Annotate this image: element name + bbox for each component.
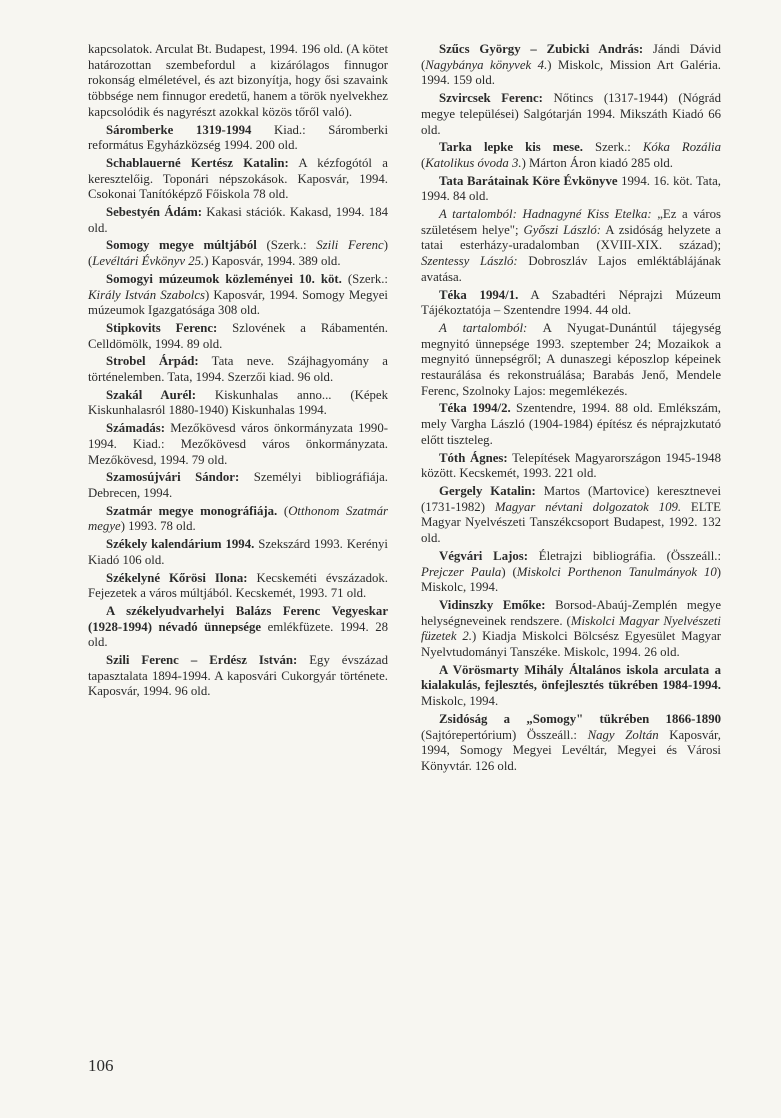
- entry-text: (: [277, 503, 289, 518]
- entry-text: Kakasi stációk. Kakasd, 1994. 184 old.: [88, 205, 388, 235]
- entry-italic-text: Otthonom Szatmár megye: [88, 503, 388, 534]
- entry-title: Szakál Aurél:: [106, 387, 196, 402]
- entry-italic-text: Szili Ferenc: [316, 238, 384, 253]
- bibliography-entry: [421, 451, 721, 482]
- entry-italic-text: A tartalomból: Hadnagyné Kiss Etelka:: [439, 207, 652, 222]
- bibliography-entry: [421, 549, 721, 596]
- entry-italic-text: Miskolci Porthenon Tanulmányok 10: [516, 564, 717, 579]
- entry-title: Strobel Árpád:: [106, 354, 199, 369]
- entry-text: ) Márton Áron kiadó 285 old.: [521, 155, 674, 170]
- entry-text: Életrajzi bibliográfia. (Összeáll.:: [528, 548, 722, 563]
- entry-text: ELTE Magyar Nyelvészeti Tanszékcsoport Budapest, 1992. 132 old.: [421, 499, 721, 546]
- bibliography-entry: [421, 401, 721, 448]
- entry-italic-text: Levéltári Évkönyv 25.: [92, 254, 205, 269]
- entry-italic-text: Kóka Rozália: [642, 140, 721, 155]
- entry-text: „Ez a város születésem helye";: [421, 207, 721, 237]
- bibliography-entry: [421, 663, 721, 710]
- entry-title: A székelyudvarhelyi Balázs Ferenc Vegyeskar (1928-1994) névadó ünnepsége: [88, 603, 388, 634]
- entry-text: Szekszárd 1993. Kerényi Kiadó 106 old.: [88, 537, 388, 567]
- entry-text: Martos (Martovice) keresztnevei (1731-1982): [421, 483, 721, 514]
- entry-text: A Nyugat-Dunántúl tájegység megnyitó ünnepsége 1993. szeptember 24; Mozaikok a megnyitó ünnepségről; A dunaszegi képoszlop képeinek restaurálása és rekonstruálása; Barabás Jenő, Mendele Ferenc, Szolnoky Lajos: megemlékezés.: [421, 320, 722, 398]
- entry-italic-text: Katolikus óvoda 3.: [425, 155, 522, 170]
- entry-italic-text: Magyar névtani dolgozatok 109.: [494, 499, 682, 514]
- entry-italic-text: Miskolci Magyar Nyelvészeti füzetek 2.: [421, 613, 721, 644]
- entry-text: Miskolc, 1994.: [421, 694, 499, 709]
- entry-text: ) (: [501, 564, 517, 579]
- entry-text: Személyi bibliográfiája. Debrecen, 1994.: [88, 470, 389, 500]
- entry-title: Szamosújvári Sándor:: [106, 470, 240, 485]
- entry-text: (Szerk.:: [256, 238, 317, 253]
- entry-text: A zsidóság helyzete a tatai esterházy-uradalomban (XVIII-XIX. század);: [421, 222, 721, 253]
- entry-text: Tata neve. Szájhagyomány a történelemben. Tata, 1994. Szerzői kiad. 96 old.: [88, 354, 388, 385]
- entry-title: Stipkovits Ferenc:: [106, 320, 218, 335]
- entry-title: Téka 1994/1.: [439, 287, 519, 302]
- entry-text: Kiad.: Sáromberki református Egyházközség 1994. 200 old.: [88, 122, 388, 153]
- entry-text: 1994. 16. köt. Tata, 1994. 84 old.: [421, 173, 721, 204]
- bibliography-entry: [88, 272, 388, 319]
- left-column: [88, 42, 388, 702]
- entry-italic-text: Győszi László:: [523, 222, 601, 237]
- entry-title: Gergely Katalin:: [439, 483, 536, 498]
- bibliography-entry: [421, 288, 721, 319]
- entry-italic-text: Király István Szabolcs: [88, 287, 205, 302]
- bibliography-entry: [88, 205, 388, 236]
- entry-text: ) Miskolc, 1994.: [421, 564, 721, 595]
- entry-text: Jándi Dávid (: [421, 42, 722, 72]
- entry-text: ) Miskolc, Mission Art Galéria. 1994. 159 old.: [421, 57, 721, 88]
- entry-title: Szatmár megye monográfiája.: [106, 503, 278, 518]
- entry-text: Szentendre, 1994. 88 old. Emlékszám, mely Vargha László (1904-1984) építész és néprajzkutató előtt tiszteleg.: [421, 401, 721, 447]
- bibliography-entry: [88, 470, 388, 501]
- entry-text: (Szerk.:: [341, 271, 388, 286]
- entry-title: Székelyné Kőrösi Ilona:: [106, 570, 248, 585]
- entry-title: Tata Barátainak Köre Évkönyve: [439, 173, 618, 188]
- bibliography-entry: [88, 388, 388, 419]
- bibliography-entry: [88, 321, 388, 352]
- entry-title: Számadás:: [106, 421, 166, 436]
- entry-title: Tarka lepke kis mese.: [439, 140, 583, 155]
- bibliography-entry: [421, 484, 721, 547]
- bibliography-entry: [88, 504, 388, 535]
- entry-title: Vidinszky Emőke:: [439, 597, 546, 612]
- page-number: 106: [88, 1056, 114, 1075]
- entry-title: A Vörösmarty Mihály Általános iskola arculata a kialakulás, fejlesztés, önfejlesztés tükrében 1984-1994.: [421, 662, 721, 693]
- entry-text: (Sajtórepertórium) Összeáll.:: [421, 727, 588, 742]
- entry-title: Végvári Lajos:: [439, 548, 528, 563]
- entry-text: Kiskunhalas anno... (Képek Kiskunhalasról 1880-1940) Kiskunhalas 1994.: [88, 387, 389, 418]
- entry-italic-text: Nagybánya könyvek 4.: [425, 57, 548, 72]
- entry-text: Szerk.:: [582, 140, 643, 155]
- entry-text: A Szabadtéri Néprajzi Múzeum Tájékoztatója – Szentendre 1994. 44 old.: [421, 287, 721, 318]
- entry-title: Somogyi múzeumok közleményei 10. köt.: [106, 271, 342, 286]
- entry-text: (: [421, 155, 426, 170]
- entry-text: Nőtincs (1317-1944) (Nógrád megye települései) Salgótarján 1994. Mikszáth Kiadó 66 old.: [421, 91, 721, 137]
- entry-text: ) Kiadja Miskolci Bölcsész Egyesület Magyar Nyelvtudományi Tanszéke. Miskolc, 1994. 26 old.: [421, 629, 722, 660]
- entry-title: Szvircsek Ferenc:: [439, 91, 543, 106]
- entry-text: Telepítések Magyarországon 1945-1948 között. Kecskemét, 1993. 221 old.: [421, 450, 721, 481]
- bibliography-entry: [421, 174, 721, 205]
- entry-text: Dobroszláv Lajos emléktáblájának avatása.: [421, 254, 721, 284]
- bibliography-entry: [88, 156, 388, 203]
- entry-title: Téka 1994/2.: [439, 401, 511, 416]
- entry-title: Zsidóság a „Somogy" tükrében 1866-1890: [439, 711, 721, 726]
- entry-text: Borsod-Abaúj-Zemplén megye helységneveinek rendszere. (: [421, 597, 722, 628]
- bibliography-entry: [88, 238, 388, 269]
- entry-text: Kaposvár, 1994, Somogy Megyei Levéltár, Megyei és Városi Könyvtár. 126 old.: [421, 727, 721, 773]
- bibliography-entry: [88, 604, 388, 651]
- entry-text: ) 1993. 78 old.: [120, 519, 196, 534]
- entry-italic-text: Szentessy László:: [421, 254, 518, 269]
- right-column: [421, 42, 721, 777]
- entry-italic-text: Nagy Zoltán: [587, 727, 659, 742]
- entry-text: kapcsolatok. Arculat Bt. Budapest, 1994. 196 old. (A kötet határozottan szembefordul a kizárólagos finnugor rokonság elméletével, és azt bizonyítja, hogy ősi szavaink többsége nem finnugor eredetű, hanem a török nyelvekhez kapcsolódik és nagyrészt azokkal közös tőről való).: [88, 42, 388, 119]
- entry-text: Mezőkövesd város önkormányzata 1990-1994. Kiad.: Mezőkövesd város önkormányzata. Mezőkövesd, 1994. 79 old.: [88, 421, 388, 467]
- entry-title: Sebestyén Ádám:: [106, 205, 202, 220]
- entry-title: Székely kalendárium 1994.: [106, 537, 255, 552]
- entry-text: ) (: [88, 238, 388, 269]
- entry-title: Somogy megye múltjából: [106, 238, 257, 253]
- bibliography-entry: [88, 537, 388, 568]
- bibliography-entry: [88, 421, 388, 468]
- entry-text: Egy évszázad tapasztalata 1894-1994. A kaposvári Cukorgyár története. Kaposvár, 1994. 96 old.: [88, 653, 388, 699]
- entry-text: Kecskeméti évszázadok. Fejezetek a város múltjából. Kecskemét, 1993. 71 old.: [88, 570, 388, 601]
- entry-title: Szili Ferenc – Erdész István:: [106, 653, 298, 668]
- bibliography-entry: [88, 354, 388, 385]
- bibliography-entry: [88, 123, 388, 154]
- bibliography-entry: [421, 207, 721, 286]
- bibliography-entry: [421, 321, 721, 400]
- entry-text: A kézfogótól a keresztelőig. Toponári népszokások. Kaposvár, 1994. Csokonai Tanítóképző Főiskola 78 old.: [88, 155, 388, 202]
- entry-text: ) Kaposvár, 1994. 389 old.: [204, 254, 341, 269]
- bibliography-entry: [421, 91, 721, 138]
- bibliography-entry: [88, 42, 388, 121]
- entry-title: Schablauerné Kertész Katalin:: [106, 155, 289, 170]
- entry-text: ) Kaposvár, 1994. Somogy Megyei múzeumok Igazgatósága 308 old.: [88, 287, 388, 318]
- entry-text: Szlovének a Rábamentén. Celldömölk, 1994. 89 old.: [88, 320, 388, 351]
- entry-title: Szűcs György – Zubicki András:: [439, 42, 644, 56]
- bibliography-entry: [88, 653, 388, 700]
- bibliography-entry: [421, 42, 721, 89]
- entry-title: Sáromberke 1319-1994: [106, 122, 252, 137]
- bibliography-entry: [88, 571, 388, 602]
- entry-text: emlékfüzete. 1994. 28 old.: [88, 619, 388, 650]
- bibliography-entry: [421, 140, 721, 171]
- bibliography-entry: [421, 598, 721, 661]
- bibliography-entry: [421, 712, 721, 775]
- entry-italic-text: A tartalomból:: [439, 320, 528, 335]
- entry-title: Tóth Ágnes:: [439, 450, 508, 465]
- entry-italic-text: Prejczer Paula: [421, 564, 502, 579]
